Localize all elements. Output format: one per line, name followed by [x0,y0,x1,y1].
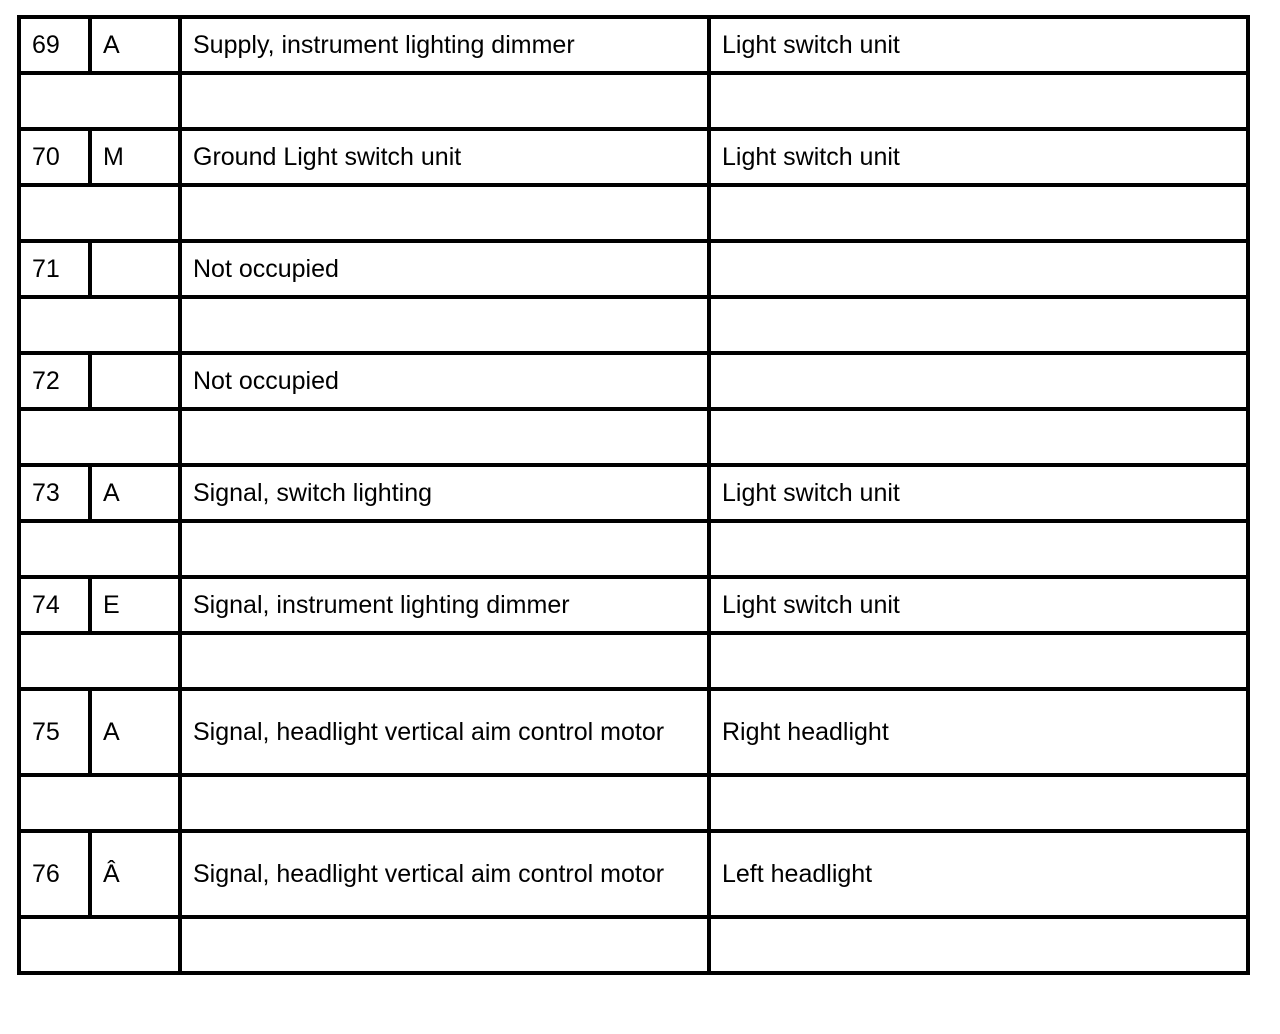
empty-cell [180,775,709,831]
signal-code [90,241,180,297]
spacer-row [19,521,1248,577]
empty-cell [19,185,180,241]
empty-cell [709,409,1248,465]
table-row [19,129,1248,185]
empty-cell [180,633,709,689]
empty-cell [19,917,180,973]
spacer-row [19,409,1248,465]
spacer-row [19,917,1248,973]
spacer-row [19,775,1248,831]
empty-cell [19,633,180,689]
signal-code: E [90,577,180,633]
empty-cell [180,73,709,129]
table-row [19,17,1248,73]
empty-cell [19,73,180,129]
empty-cell [19,297,180,353]
pin-number: 73 [19,465,90,521]
pin-number: 75 [19,689,90,775]
spacer-row [19,73,1248,129]
empty-cell [180,185,709,241]
pin-destination: Light switch unit [709,465,1248,521]
pin-description: Signal, headlight vertical aim control motor [180,689,709,775]
table-row [19,689,1248,775]
empty-cell [709,185,1248,241]
empty-cell [180,409,709,465]
signal-code: M [90,129,180,185]
empty-cell [180,521,709,577]
empty-cell [180,297,709,353]
table-row [19,465,1248,521]
pin-number: 69 [19,17,90,73]
pin-destination [709,353,1248,409]
pin-number: 70 [19,129,90,185]
empty-cell [709,297,1248,353]
pin-destination: Light switch unit [709,577,1248,633]
pin-destination: Right headlight [709,689,1248,775]
table-row [19,353,1248,409]
empty-cell [19,775,180,831]
pin-number: 71 [19,241,90,297]
signal-code: A [90,17,180,73]
spacer-row [19,297,1248,353]
pin-number: 76 [19,831,90,917]
empty-cell [709,775,1248,831]
pin-description: Not occupied [180,241,709,297]
empty-cell [19,521,180,577]
pin-description: Signal, headlight vertical aim control motor [180,831,709,917]
pin-destination [709,241,1248,297]
signal-code: Â [90,831,180,917]
table-row [19,577,1248,633]
empty-cell [709,521,1248,577]
pin-destination: Light switch unit [709,129,1248,185]
table-row [19,241,1248,297]
pin-description: Signal, instrument lighting dimmer [180,577,709,633]
signal-code [90,353,180,409]
signal-code: A [90,689,180,775]
spacer-row [19,185,1248,241]
pin-destination: Left headlight [709,831,1248,917]
pin-description: Ground Light switch unit [180,129,709,185]
pin-description: Signal, switch lighting [180,465,709,521]
spacer-row [19,633,1248,689]
empty-cell [180,917,709,973]
empty-cell [709,73,1248,129]
pin-number: 74 [19,577,90,633]
pin-assignment-table [17,15,1250,975]
empty-cell [709,917,1248,973]
table-row [19,831,1248,917]
signal-code: A [90,465,180,521]
empty-cell [19,409,180,465]
pin-description: Supply, instrument lighting dimmer [180,17,709,73]
pin-number: 72 [19,353,90,409]
empty-cell [709,633,1248,689]
pin-destination: Light switch unit [709,17,1248,73]
pin-description: Not occupied [180,353,709,409]
